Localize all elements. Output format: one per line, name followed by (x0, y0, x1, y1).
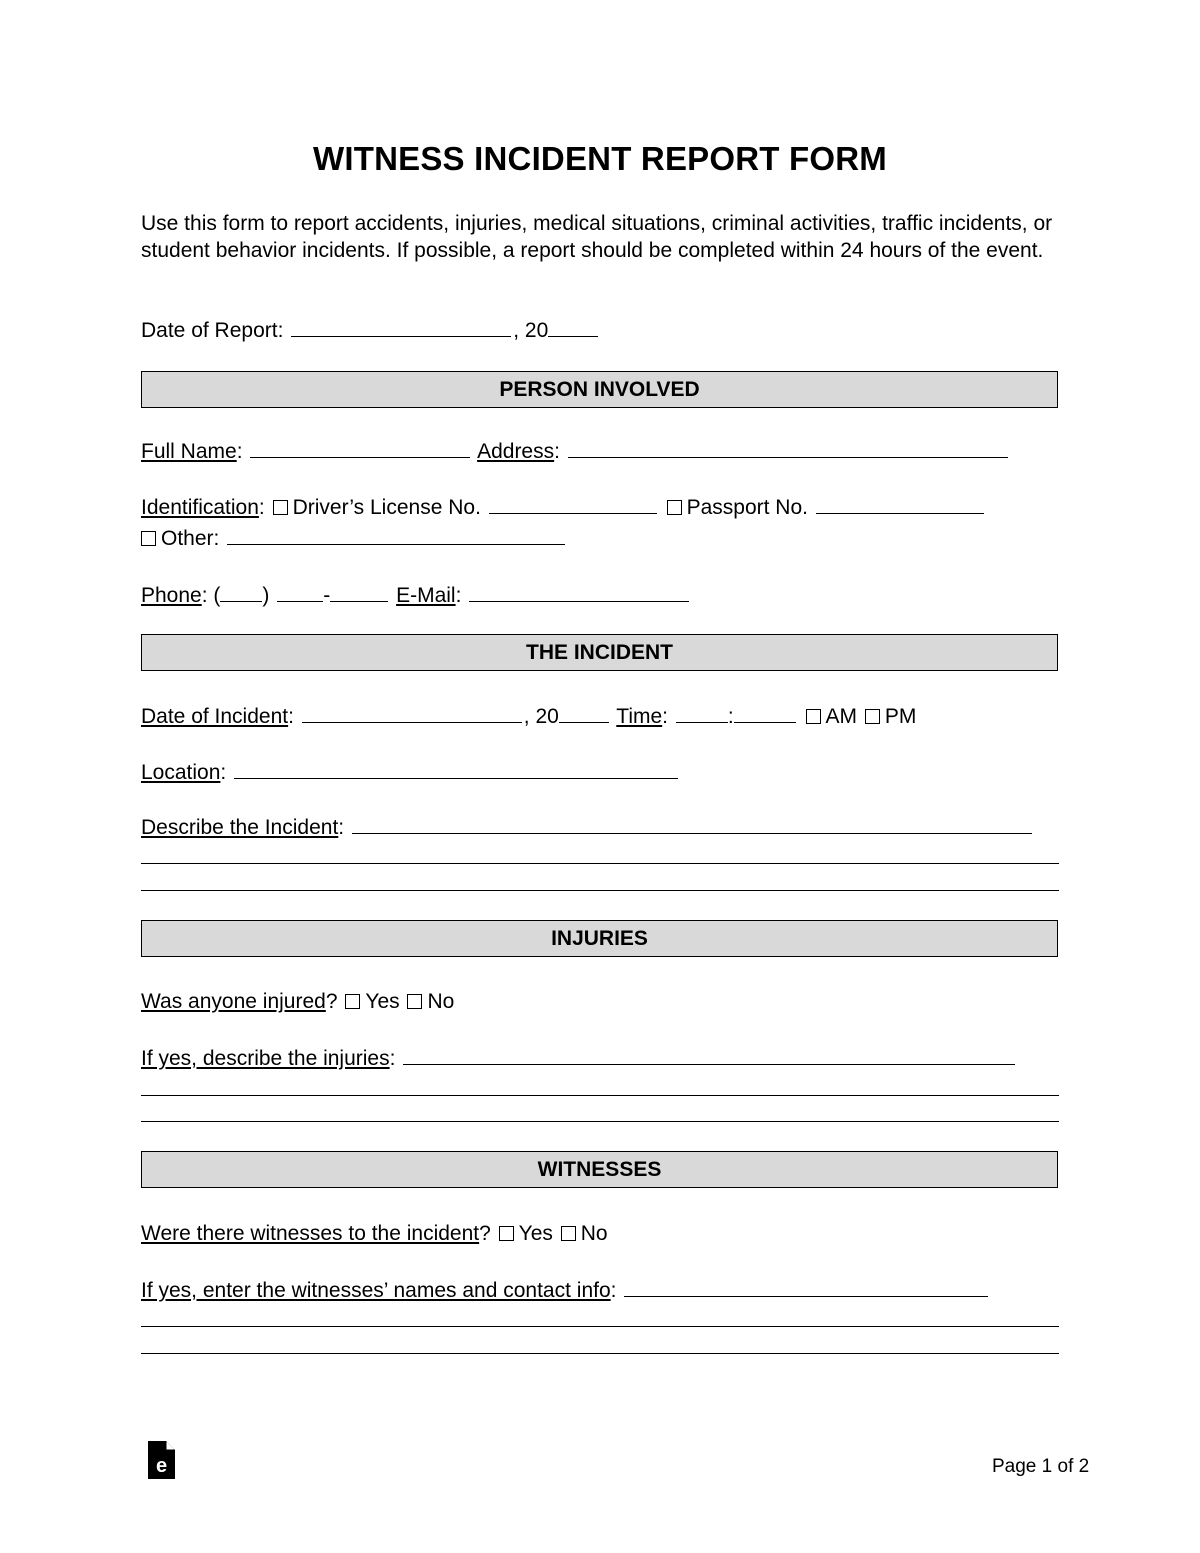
pm-label: PM (884, 705, 917, 728)
section-injuries: INJURIES (141, 920, 1058, 957)
phone-prefix-field[interactable] (277, 583, 323, 602)
phone-line-field[interactable] (330, 583, 388, 602)
drivers-license-field[interactable] (489, 495, 657, 514)
describe-injuries-line-2[interactable] (141, 1095, 1059, 1096)
describe-injuries-line-3[interactable] (141, 1121, 1059, 1122)
phone-close: ) (262, 584, 270, 607)
incident-year-prefix: , 20 (523, 705, 559, 728)
describe-injuries-label: If yes, describe the injuries (141, 1047, 390, 1070)
location-row (141, 760, 680, 785)
describe-incident-line-2[interactable] (141, 863, 1059, 864)
section-witnesses: WITNESSES (141, 1151, 1058, 1188)
intro-text: Use this form to report accidents, injuries, medical situations, criminal activities, traffic incidents, or student behavior incidents. If possible, a report should be completed within 24 hours of the event. (141, 212, 1053, 262)
colon: : (258, 496, 265, 519)
question-mark: ? (479, 1222, 491, 1245)
date-of-incident-label: Date of Incident (141, 705, 289, 728)
other-id-field[interactable] (227, 526, 565, 545)
colon: : (662, 705, 669, 728)
incident-date-time-row (141, 704, 916, 729)
other-id-checkbox[interactable] (141, 531, 156, 546)
injured-no-label: No (427, 990, 455, 1013)
other-id-row (141, 526, 567, 551)
address-label: Address (477, 440, 555, 463)
phone-label: Phone (141, 584, 202, 607)
page-number: Page 1 of 2 (992, 1456, 1090, 1477)
passport-label: Passport No. (686, 496, 808, 519)
colon: : (554, 440, 560, 463)
injured-question-row (141, 990, 454, 1014)
describe-injuries-field[interactable] (403, 1046, 1015, 1065)
witness-contact-label: If yes, enter the witnesses’ names and contact info (141, 1279, 611, 1302)
witnesses-yes-checkbox[interactable] (499, 1226, 514, 1241)
injured-no-checkbox[interactable] (407, 994, 422, 1009)
location-label: Location (141, 761, 221, 784)
question-mark: ? (325, 990, 338, 1013)
colon: : (288, 705, 294, 728)
witnesses-question: Were there witnesses to the incident (141, 1222, 480, 1245)
date-of-incident-field[interactable] (302, 704, 522, 723)
phone-open: : ( (201, 584, 221, 607)
date-of-report-label: Date of Report: (141, 319, 284, 342)
eforms-logo-icon (148, 1441, 175, 1479)
time-label: Time (616, 705, 663, 728)
witness-contact-row (141, 1278, 990, 1303)
email-field[interactable] (469, 583, 689, 602)
describe-incident-row (141, 815, 1034, 840)
witness-contact-line-3[interactable] (141, 1353, 1059, 1354)
describe-incident-label: Describe the Incident (141, 816, 339, 839)
drivers-license-checkbox[interactable] (273, 500, 288, 515)
injured-yes-label: Yes (365, 990, 400, 1013)
location-field[interactable] (234, 760, 678, 779)
pm-checkbox[interactable] (865, 709, 880, 724)
phone-email-row (141, 583, 691, 608)
section-person-involved: PERSON INVOLVED (141, 371, 1058, 408)
am-label: AM (825, 705, 858, 728)
phone-area-field[interactable] (220, 583, 262, 602)
drivers-license-label: Driver’s License No. (292, 496, 481, 519)
witnesses-question-row (141, 1222, 608, 1246)
describe-incident-line-3[interactable] (141, 890, 1059, 891)
time-colon: : (727, 705, 734, 728)
witnesses-yes-label: Yes (518, 1222, 553, 1245)
passport-field[interactable] (816, 495, 984, 514)
colon: : (455, 584, 462, 607)
time-minute-field[interactable] (734, 704, 796, 723)
phone-dash: - (323, 584, 331, 607)
date-of-report-field[interactable] (291, 318, 511, 337)
witnesses-no-checkbox[interactable] (561, 1226, 576, 1241)
colon: : (389, 1047, 396, 1070)
am-checkbox[interactable] (806, 709, 821, 724)
describe-injuries-row (141, 1046, 1017, 1071)
incident-year-field[interactable] (559, 704, 609, 723)
form-title: WITNESS INCIDENT REPORT FORM (313, 140, 887, 177)
witness-contact-field[interactable] (624, 1278, 988, 1297)
injured-yes-checkbox[interactable] (345, 994, 360, 1009)
full-name-label: Full Name (141, 440, 237, 463)
other-id-label: Other: (161, 527, 220, 550)
colon: : (338, 816, 345, 839)
email-label: E-Mail (396, 584, 456, 607)
identification-label: Identification (141, 496, 259, 519)
witnesses-no-label: No (580, 1222, 608, 1245)
svg-text:e: e (155, 1455, 168, 1477)
colon: : (220, 761, 227, 784)
date-of-report-row (141, 318, 600, 343)
year-prefix: , 20 (513, 319, 549, 342)
describe-incident-field[interactable] (352, 815, 1032, 834)
name-address-row (141, 439, 1010, 464)
passport-checkbox[interactable] (667, 500, 682, 515)
colon: : (610, 1279, 617, 1302)
section-the-incident: THE INCIDENT (141, 634, 1058, 671)
witness-contact-line-2[interactable] (141, 1326, 1059, 1327)
time-hour-field[interactable] (676, 704, 728, 723)
identification-row (141, 495, 986, 520)
full-name-field[interactable] (250, 439, 470, 458)
colon: : (236, 440, 243, 463)
year-field[interactable] (548, 318, 598, 337)
injured-question: Was anyone injured (141, 990, 326, 1013)
address-field[interactable] (568, 439, 1008, 458)
